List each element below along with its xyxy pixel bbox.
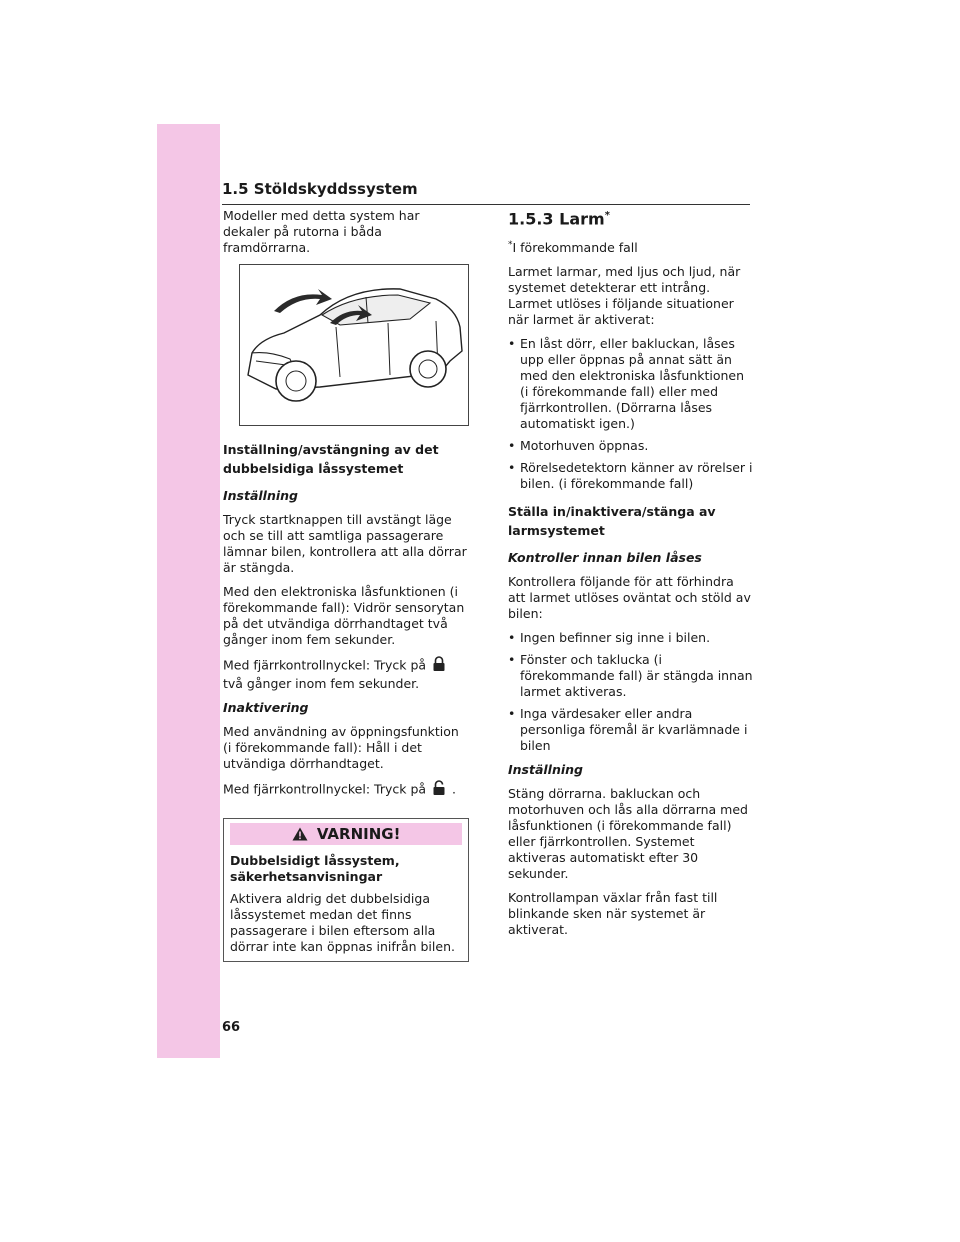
setting-title: Inställning bbox=[223, 488, 298, 503]
lock-icon bbox=[432, 656, 446, 676]
section-header: 1.5 Stöldskyddssystem bbox=[222, 180, 750, 205]
warning-title-bar bbox=[230, 823, 462, 845]
check-title: Kontroller innan bilen låses bbox=[508, 550, 702, 566]
disable-paragraph-1: Med användning av öppningsfunktion (i förekommande fall): Håll i det utvändiga dörrhandtaget. bbox=[223, 724, 459, 771]
alarm-setting-paragraph-1: Stäng dörrarna. bakluckan och motorhuven och lås alla dörrarna med låsfunktionen (i förekommande fall) eller fjärrkontrollen. Systemet aktiveras automatiskt efter 30 sekunder. bbox=[508, 786, 748, 882]
list-item: • Inga värdesaker eller andra personliga föremål är kvarlämnade i bilen bbox=[508, 706, 754, 754]
list-item: • Ingen befinner sig inne i bilen. bbox=[508, 630, 754, 646]
alarm-setup-heading: Ställa in/inaktivera/stänga av larmsystemet bbox=[508, 504, 716, 539]
footnote-mark: * bbox=[508, 240, 513, 251]
footnote bbox=[508, 237, 754, 256]
setting-p3-text-before: Med fjärrkontrollnyckel: Tryck på bbox=[223, 657, 427, 673]
unlock-icon bbox=[432, 780, 446, 800]
check-list bbox=[508, 630, 754, 754]
alarm-setting-title: Inställning bbox=[508, 762, 583, 778]
alarm-title-mark: * bbox=[604, 210, 610, 221]
disable-p2-text-after: . bbox=[452, 781, 456, 797]
right-column bbox=[508, 208, 754, 946]
warning-heading: Dubbelsidigt låssystem, säkerhetsanvisningar bbox=[230, 853, 400, 884]
setting-paragraph-3 bbox=[223, 656, 469, 692]
chapter-side-tab bbox=[157, 124, 220, 1058]
double-lock-heading: Inställning/avstängning av det dubbelsidiga låssystemet bbox=[223, 442, 439, 476]
intro-paragraph: Modeller med detta system har dekaler på rutorna i båda framdörrarna. bbox=[223, 208, 420, 255]
footnote-text: I förekommande fall bbox=[512, 240, 638, 256]
disable-p2-text-before: Med fjärrkontrollnyckel: Tryck på bbox=[223, 781, 427, 797]
setting-p3-text-after: två gånger inom fem sekunder. bbox=[223, 676, 420, 691]
list-item: • Fönster och taklucka (i förekommande fall) är stängda innan larmet aktiveras. bbox=[508, 652, 754, 700]
alarm-title-text: 1.5.3 Larm bbox=[508, 209, 605, 229]
list-item: • Motorhuven öppnas. bbox=[508, 438, 754, 454]
list-item: • Rörelsedetektorn känner av rörelser i bilen. (i förekommande fall) bbox=[508, 460, 754, 492]
warning-triangle-icon bbox=[292, 827, 308, 841]
left-column bbox=[223, 208, 469, 962]
list-item: • En låst dörr, eller bakluckan, låses upp eller öppnas på annat sätt än med den elektroniska låsfunktionen (i förekommande fall) eller med fjärrkontrollen. (Dörrarna låses automatiskt igen.) bbox=[508, 336, 754, 432]
page-number: 66 bbox=[222, 1020, 241, 1035]
warning-box bbox=[223, 818, 469, 962]
setting-paragraph-1: Tryck startknappen till avstängt läge och se till att samtliga passagerare lämnar bilen, kontrollera att alla dörrar är stängda. bbox=[223, 512, 467, 575]
car-illustration bbox=[239, 264, 469, 426]
disable-paragraph-2 bbox=[223, 780, 469, 800]
alarm-title bbox=[508, 208, 754, 227]
warning-title: VARNING! bbox=[316, 825, 401, 843]
trigger-list bbox=[508, 336, 754, 492]
check-intro: Kontrollera följande för att förhindra att larmet utlöses oväntat och stöld av bilen: bbox=[508, 574, 751, 622]
setting-paragraph-2: Med den elektroniska låsfunktionen (i förekommande fall): Vidrör sensorytan på det utvändiga dörrhandtaget två gånger inom fem sekunder. bbox=[223, 584, 465, 647]
car-door-arrows-icon bbox=[240, 265, 468, 425]
disable-title: Inaktivering bbox=[223, 700, 309, 715]
alarm-setting-paragraph-2: Kontrollampan växlar från fast till blinkande sken när systemet är aktiverat. bbox=[508, 890, 718, 938]
alarm-intro: Larmet larmar, med ljus och ljud, när systemet detekterar ett intrång. Larmet utlöses i följande situationer när larmet är aktiverat: bbox=[508, 264, 741, 328]
warning-text: Aktivera aldrig det dubbelsidiga låssystemet medan det finns passagerare i bilen eftersom alla dörrar inte kan öppnas inifrån bilen. bbox=[230, 891, 455, 954]
